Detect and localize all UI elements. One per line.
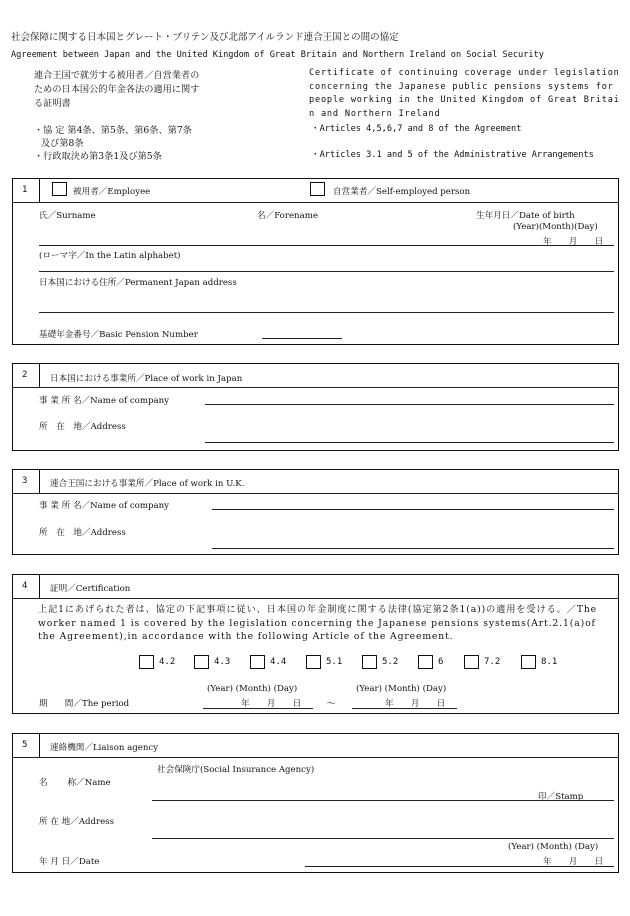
article-label: 5.1 — [326, 657, 343, 667]
section-3-title: 連合王国における事業所／Place of work in U.K. — [50, 479, 245, 489]
date-ymd-jp: 年 月 日 — [543, 857, 604, 867]
article-checkbox[interactable] — [464, 655, 479, 669]
latin-line[interactable] — [39, 271, 614, 272]
surname-label: 氏／Surname — [39, 211, 96, 221]
uk-address-line[interactable] — [212, 548, 614, 549]
section-1-frame — [12, 178, 619, 345]
article-checkbox[interactable] — [418, 655, 433, 669]
section-1-divider — [12, 202, 619, 203]
date-ymd-en: (Year) (Month) (Day) — [508, 842, 599, 852]
section-5-divider — [12, 757, 619, 758]
employee-checkbox[interactable] — [52, 182, 67, 196]
article-checkbox[interactable] — [521, 655, 536, 669]
forename-label: 名／Forename — [257, 211, 318, 221]
address-line[interactable] — [39, 312, 614, 313]
date-line[interactable] — [305, 866, 614, 867]
section-1-number: 1 — [22, 185, 28, 195]
section-4-title: 証明／Certification — [50, 584, 131, 594]
agency-name-label: 名 称／Name — [39, 778, 111, 788]
article-label: 4.3 — [214, 657, 231, 667]
article-label: 7.2 — [484, 657, 501, 667]
section-2-divider — [12, 387, 619, 388]
articles-en: ・Articles 4,5,6,7 and 8 of the Agreement — [311, 124, 522, 134]
title-jp: 社会保障に関する日本国とグレート・ブリテン及び北部アイルランド連合王国との間の協定 — [11, 32, 399, 43]
self-employed-checkbox[interactable] — [310, 182, 325, 196]
dob-label: 生年月日／Date of birth — [476, 211, 575, 221]
section-4-number: 4 — [22, 581, 28, 591]
period-end-line[interactable] — [352, 708, 457, 709]
japan-company-label: 事 業 所 名／Name of company — [39, 396, 170, 406]
uk-company-line[interactable] — [212, 509, 614, 510]
period-label: 期 間／The period — [39, 699, 130, 709]
self-employed-label: 自営業者／Self-employed person — [333, 187, 471, 197]
section-3-number: 3 — [22, 476, 28, 486]
title-en: Agreement between Japan and the United Kingdom of Great Britain and Northern Ireland on Social Security — [11, 50, 544, 60]
article-checkbox[interactable] — [306, 655, 321, 669]
uk-address-label: 所 在 地／Address — [39, 528, 126, 538]
section-4-frame — [12, 574, 619, 714]
pension-number-label: 基礎年金番号／Basic Pension Number — [39, 330, 198, 340]
cert-jp-line3: る証明書 — [34, 98, 71, 109]
section-5-number: 5 — [22, 740, 28, 750]
cert-jp-line2: ための日本国公的年金各法の適用に関す — [34, 84, 200, 95]
article-label: 5.2 — [382, 657, 399, 667]
dob-ymd-jp: 年 月 日 — [543, 237, 604, 247]
section-3-divider — [12, 493, 619, 494]
cert-en: Certificate of continuing coverage under legislation concerning the Japanese public pensions systems for people working in the United Kingdom of Great Britain and Northern Ireland — [309, 68, 620, 119]
article-label: 4.2 — [159, 657, 176, 667]
japan-company-line[interactable] — [205, 404, 614, 405]
period-tilde: ～ — [326, 699, 336, 710]
agency-address-label: 所 在 地／Address — [39, 817, 115, 827]
japan-address-label: 所 在 地／Address — [39, 422, 126, 432]
period-start-ymd-en: (Year) (Month) (Day) — [207, 684, 298, 694]
agency-name-line[interactable] — [152, 800, 614, 801]
japan-address-line[interactable] — [205, 442, 614, 443]
period-start-ymd-jp: 年 月 日 — [241, 699, 302, 709]
period-end-ymd-en: (Year) (Month) (Day) — [356, 684, 447, 694]
certification-statement: 上記1にあげられた者は、協定の下記事項に従い、日本国の年金制度に関する法律(協定第2条1(a))の適用を受ける。／The worker named 1 is covered by the legislation concerning the Japanese pensions systems(Art.2.1(a)of the Agreement),in accordance with the following Article of the Agreement. — [38, 604, 598, 642]
article-checkbox[interactable] — [194, 655, 209, 669]
article-checkbox[interactable] — [250, 655, 265, 669]
article-label: 8.1 — [541, 657, 558, 667]
section-5-title: 連絡機関／Liaison agency — [50, 743, 159, 753]
admin-jp: ・行政取決め第3条1及び第5条 — [34, 151, 162, 162]
article-checkbox[interactable] — [362, 655, 377, 669]
section-5-frame — [12, 733, 619, 873]
period-start-line[interactable] — [203, 708, 313, 709]
article-label: 6 — [438, 657, 444, 667]
section-2-number: 2 — [22, 370, 28, 380]
articles-jp-line1: ・協 定 第4条、第5条、第6条、第7条 — [34, 125, 192, 136]
stamp-label: 印／Stamp — [538, 792, 584, 802]
article-checkbox[interactable] — [139, 655, 154, 669]
article-label: 4.4 — [270, 657, 287, 667]
uk-company-label: 事 業 所 名／Name of company — [39, 501, 170, 511]
address-label: 日本国における住所／Permanent Japan address — [39, 278, 237, 288]
employee-label: 被用者／Employee — [73, 187, 151, 197]
admin-en: ・Articles 3.1 and 5 of the Administrative Arrangements — [311, 150, 594, 160]
section-4-divider — [12, 598, 619, 599]
latin-label: (ローマ字／In the Latin alphabet) — [39, 251, 181, 261]
dob-ymd-en: (Year)(Month)(Day) — [513, 222, 598, 232]
articles-jp-line2: 及び第8条 — [41, 138, 84, 149]
pension-number-line[interactable] — [262, 338, 342, 339]
agency-name: 社会保険庁(Social Insurance Agency) — [157, 765, 315, 775]
name-line[interactable] — [39, 245, 614, 246]
section-2-title: 日本国における事業所／Place of work in Japan — [50, 374, 243, 384]
period-end-ymd-jp: 年 月 日 — [385, 699, 446, 709]
agency-address-line[interactable] — [152, 838, 614, 839]
cert-jp-line1: 連合王国で就労する被用者／自営業者の — [34, 70, 200, 81]
date-label: 年 月 日／Date — [39, 857, 100, 867]
